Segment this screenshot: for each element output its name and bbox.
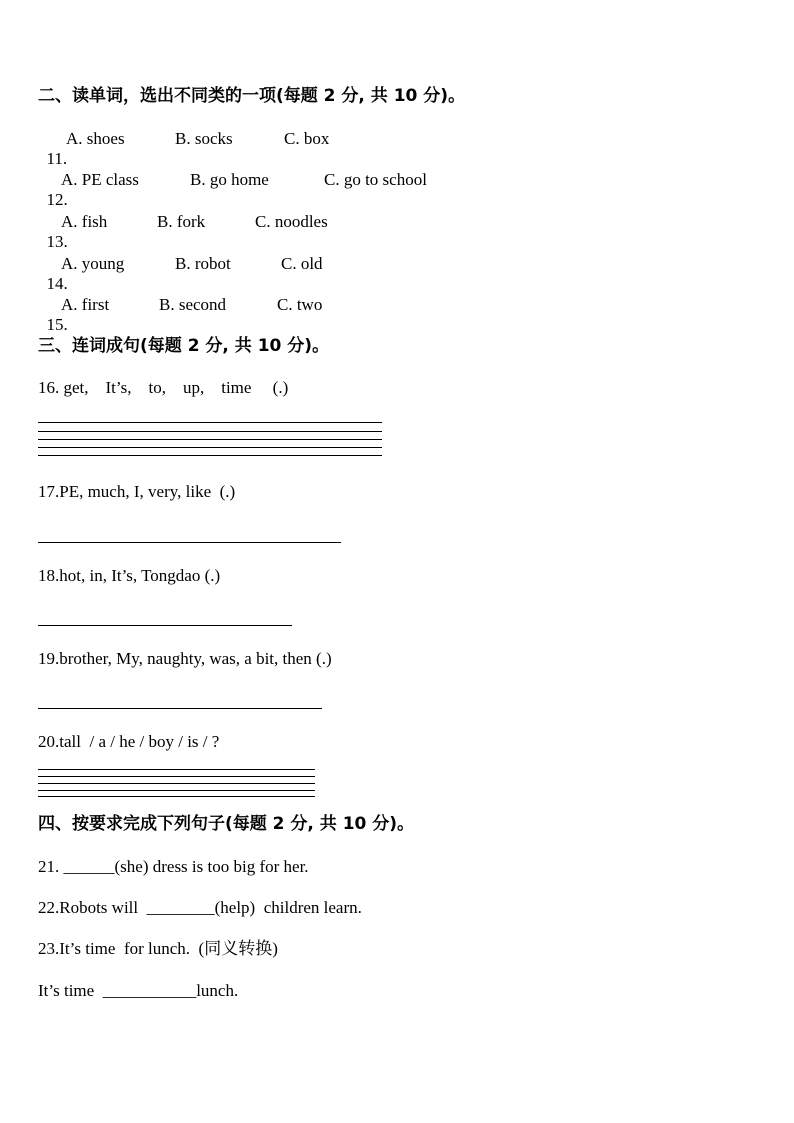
question-number: 11. (46, 149, 68, 168)
question-number: 12. (46, 190, 68, 209)
section-2-heading: 二、读单词，选出不同类的一项(每题 2 分, 共 10 分)。 (38, 86, 466, 106)
answer-line (38, 439, 382, 440)
answer-line (38, 625, 292, 626)
question-20: 20.tall / a / he / boy / is / ? (38, 732, 220, 751)
option-a: A. first (61, 295, 110, 314)
section-4-heading: 四、按要求完成下列句子(每题 2 分, 共 10 分)。 (38, 814, 415, 834)
option-c: C. old (281, 254, 323, 273)
option-a: A. PE class (61, 170, 139, 189)
option-b: B. second (159, 295, 227, 314)
answer-line (38, 783, 315, 784)
option-a: A. shoes (66, 129, 125, 148)
question-number: 15. (46, 315, 68, 334)
option-c: C. noodles (255, 212, 328, 231)
option-a: A. fish (61, 212, 108, 231)
option-b: B. go home (190, 170, 269, 189)
section-3-heading: 三、连词成句(每题 2 分, 共 10 分)。 (38, 336, 330, 356)
option-c: C. two (277, 295, 323, 314)
answer-line (38, 790, 315, 791)
question-19: 19.brother, My, naughty, was, a bit, then (.) (38, 649, 332, 668)
question-16: 16. get, It’s, to, up, time (.) (38, 378, 289, 397)
question-number: 13. (46, 232, 68, 251)
option-b: B. socks (175, 129, 233, 148)
answer-line (38, 455, 382, 456)
option-c: C. box (284, 129, 330, 148)
answer-line (38, 776, 315, 777)
question-21: 21. ______(she) dress is too big for her. (38, 857, 309, 876)
answer-line (38, 422, 382, 423)
answer-line (38, 542, 341, 543)
option-c: C. go to school (324, 170, 427, 189)
answer-line (38, 796, 315, 797)
answer-line (38, 431, 382, 432)
question-17: 17.PE, much, I, very, like (.) (38, 482, 236, 501)
answer-line (38, 708, 322, 709)
answer-line (38, 769, 315, 770)
question-23-answer: It’s time ___________lunch. (38, 981, 239, 1000)
option-b: B. robot (175, 254, 231, 273)
question-22: 22.Robots will ________(help) children learn. (38, 898, 362, 917)
question-23: 23.It’s time for lunch. (同义转换) (38, 939, 278, 958)
option-b: B. fork (157, 212, 206, 231)
answer-line (38, 447, 382, 448)
question-18: 18.hot, in, It’s, Tongdao (.) (38, 566, 221, 585)
question-number: 14. (46, 274, 68, 293)
option-a: A. young (61, 254, 125, 273)
